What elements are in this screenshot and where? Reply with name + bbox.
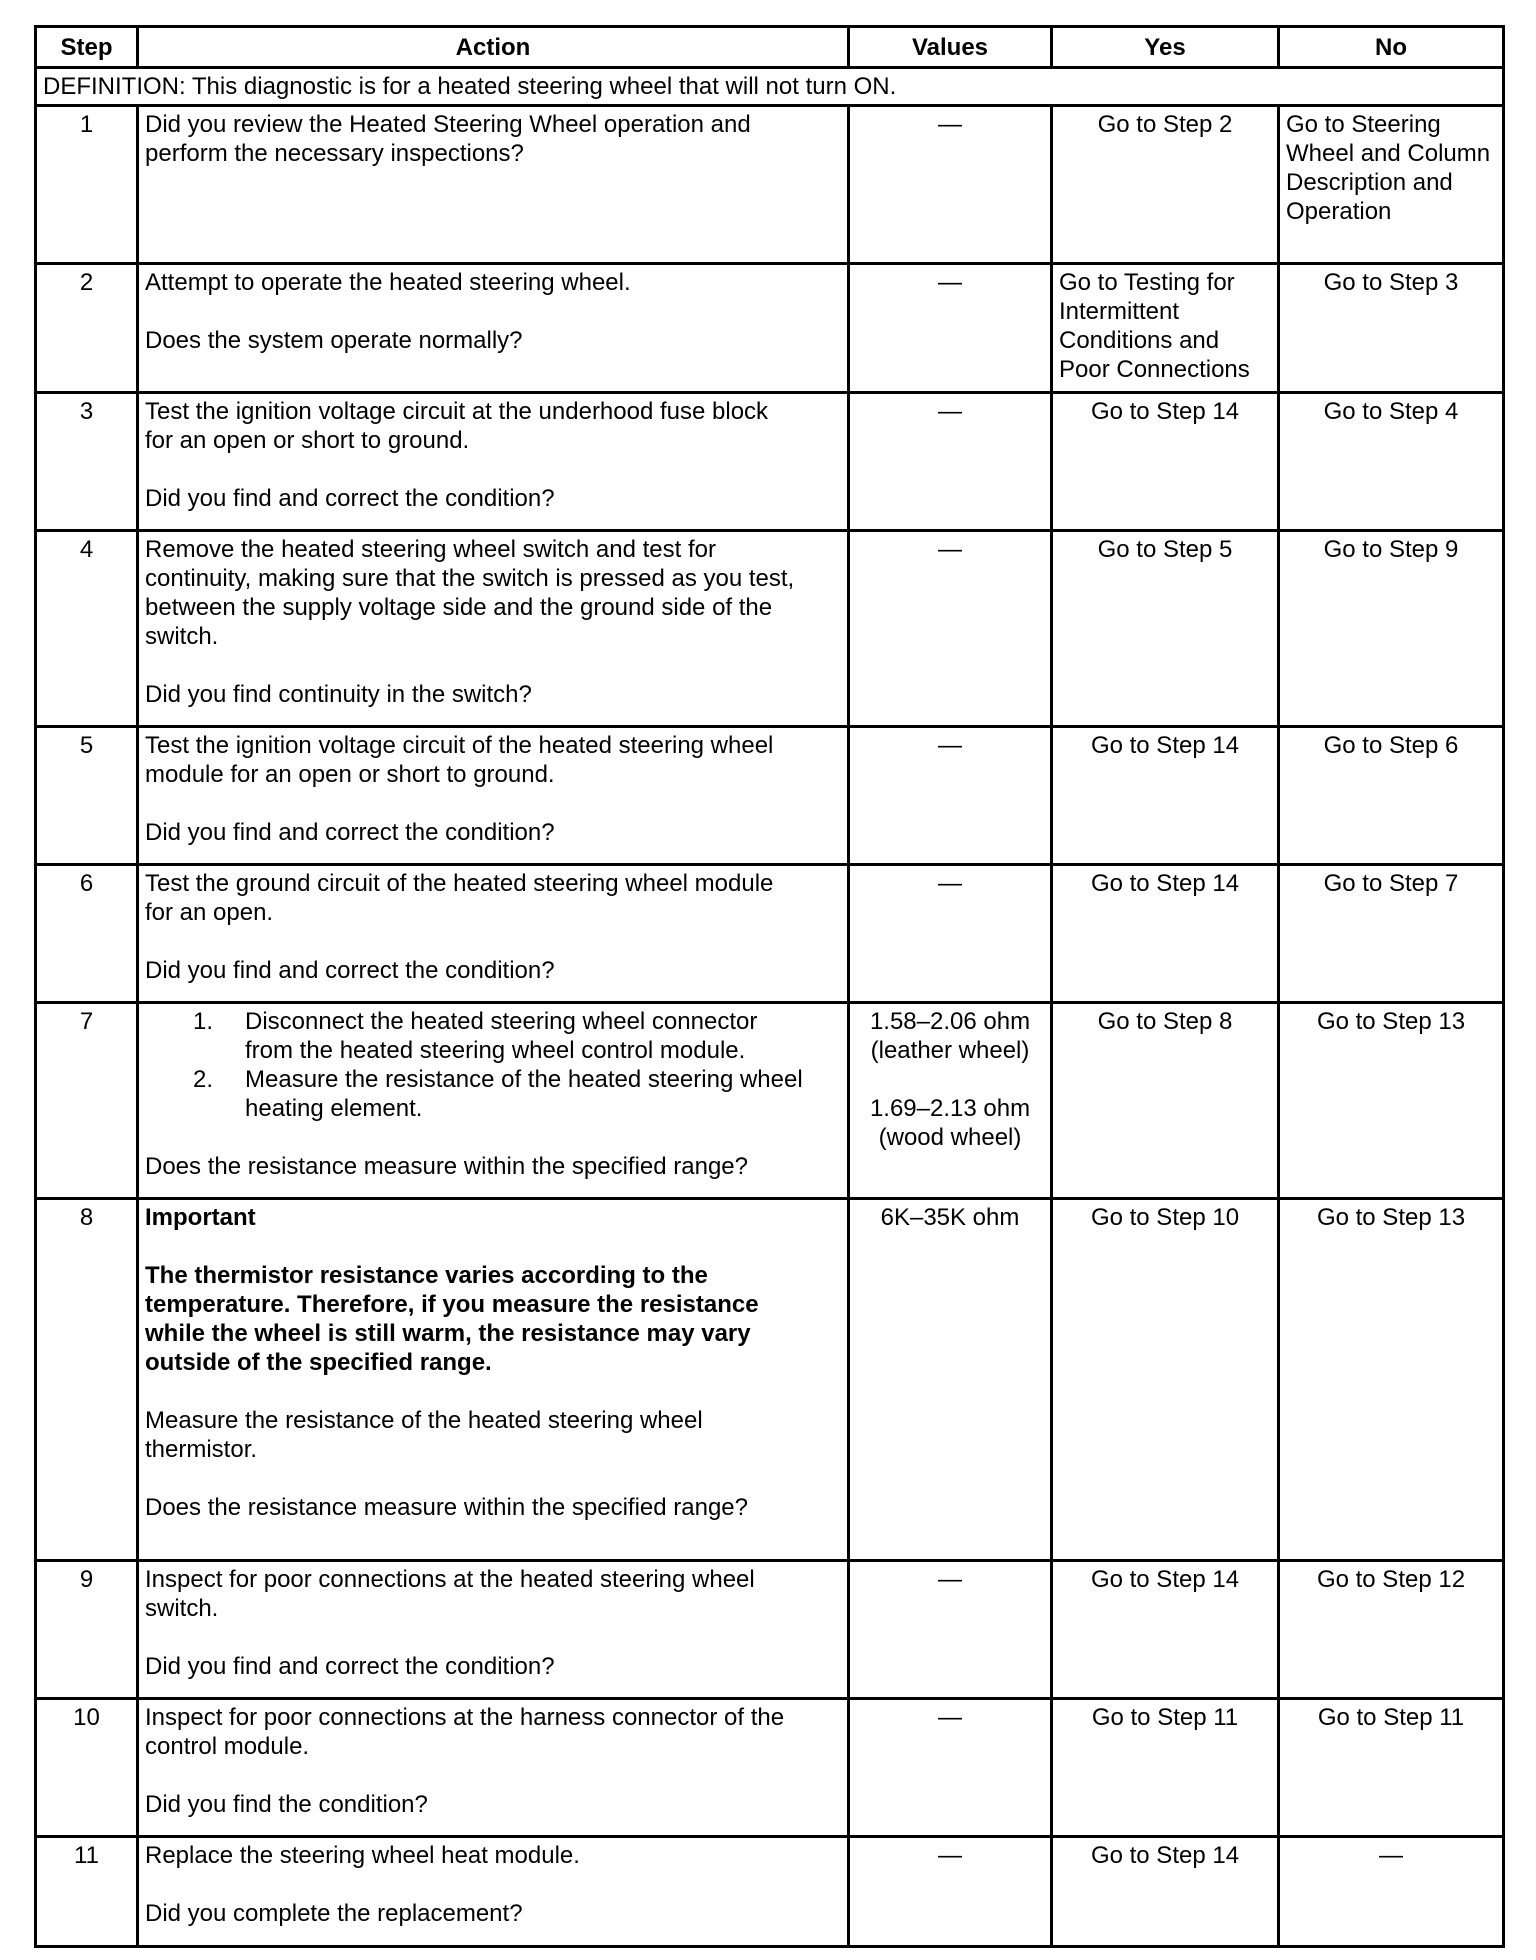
values-cell: — [849,727,1052,865]
definition-row [36,68,1504,106]
header-action: Action [138,27,849,68]
action-line: Attempt to operate the heated steering wheel. [145,269,631,296]
action-cell [138,1199,849,1561]
table-row [36,1837,1504,1947]
table-row [36,727,1504,865]
no-cell: Go to Step 9 [1279,531,1504,727]
important-line: while the wheel is still warm, the resistance may vary [145,1320,751,1347]
important-title: Important [145,1204,256,1231]
table-row [36,264,1504,393]
action-line: Replace the steering wheel heat module. [145,1842,580,1869]
no-cell: Go to Step 13 [1279,1199,1504,1561]
action-cell [138,1561,849,1699]
action-line: Measure the resistance of the heated steering wheel [245,1066,803,1093]
step-number: 7 [36,1003,138,1199]
action-cell [138,727,849,865]
list-number: 1. [193,1008,214,1035]
action-line: thermistor. [145,1436,258,1463]
important-line: outside of the specified range. [145,1349,492,1376]
action-line: Did you review the Heated Steering Wheel operation and [145,111,751,138]
header-no: No [1279,27,1504,68]
table-row [36,1003,1504,1199]
step-number: 9 [36,1561,138,1699]
action-question: Did you find and correct the condition? [145,957,555,984]
values-cell: — [849,531,1052,727]
important-line: temperature. Therefore, if you measure the resistance [145,1291,759,1318]
header-step: Step [36,27,138,68]
values-cell: — [849,1561,1052,1699]
no-cell: Go to Step 3 [1279,264,1504,393]
values-cell: — [849,1699,1052,1837]
list-number: 2. [193,1066,214,1093]
yes-cell: Go to Step 2 [1052,106,1279,264]
values-cell [849,1003,1052,1199]
list-item [193,1065,841,1123]
action-question: Did you find continuity in the switch? [145,681,532,708]
yes-cell: Go to Step 10 [1052,1199,1279,1561]
step-number: 8 [36,1199,138,1561]
table-row [36,1199,1504,1561]
definition-text: DEFINITION: This diagnostic is for a heated steering wheel that will not turn ON. [36,68,1504,106]
header-row [36,27,1504,68]
step-number: 2 [36,264,138,393]
values-cell: — [849,106,1052,264]
action-line: from the heated steering wheel control module. [245,1037,746,1064]
action-line: perform the necessary inspections? [145,140,524,167]
step-number: 3 [36,393,138,531]
value-line: (leather wheel) [870,1037,1030,1064]
table-row [36,1699,1504,1837]
value-line: 1.69–2.13 ohm [869,1095,1031,1122]
no-cell: Go to Step 6 [1279,727,1504,865]
no-cell: Go to Step 4 [1279,393,1504,531]
no-cell: Go to Step 13 [1279,1003,1504,1199]
diagnostic-table [34,25,1505,1948]
no-cell: — [1279,1837,1504,1947]
action-line: Remove the heated steering wheel switch and test for [145,536,716,563]
values-cell: 6K–35K ohm [849,1199,1052,1561]
action-line: Test the ignition voltage circuit at the underhood fuse block [145,398,769,425]
action-cell [138,393,849,531]
action-cell [138,1003,849,1199]
table-row [36,106,1504,264]
action-line: switch. [145,1595,219,1622]
action-line: for an open. [145,899,274,926]
yes-cell: Go to Step 5 [1052,531,1279,727]
action-question: Did you complete the replacement? [145,1900,523,1927]
action-cell [138,531,849,727]
action-line: control module. [145,1733,310,1760]
values-cell: — [849,1837,1052,1947]
action-question: Does the system operate normally? [145,327,523,354]
action-line: Inspect for poor connections at the harness connector of the [145,1704,785,1731]
action-cell [138,1837,849,1947]
action-question: Does the resistance measure within the specified range? [145,1494,748,1521]
action-line: switch. [145,623,219,650]
list-item [193,1007,841,1065]
action-line: for an open or short to ground. [145,427,470,454]
yes-cell: Go to Testing for Intermittent Conditions and Poor Connections [1052,264,1279,393]
action-line: module for an open or short to ground. [145,761,555,788]
table-row [36,531,1504,727]
yes-cell: Go to Step 14 [1052,1837,1279,1947]
action-line: Test the ground circuit of the heated steering wheel module [145,870,774,897]
value-line: 1.58–2.06 ohm [869,1008,1031,1035]
table-row [36,1561,1504,1699]
no-cell: Go to Step 12 [1279,1561,1504,1699]
yes-cell: Go to Step 14 [1052,1561,1279,1699]
procedure-list [145,1007,841,1123]
step-number: 11 [36,1837,138,1947]
action-line: Measure the resistance of the heated steering wheel [145,1407,703,1434]
action-cell [138,1699,849,1837]
action-cell [138,865,849,1003]
yes-cell: Go to Step 11 [1052,1699,1279,1837]
header-values: Values [849,27,1052,68]
yes-cell: Go to Step 14 [1052,865,1279,1003]
action-question: Did you find and correct the condition? [145,819,555,846]
yes-cell: Go to Step 14 [1052,727,1279,865]
action-line: Inspect for poor connections at the heated steering wheel [145,1566,755,1593]
action-line: heating element. [245,1095,423,1122]
values-cell: — [849,393,1052,531]
table-row [36,865,1504,1003]
action-question: Did you find and correct the condition? [145,1653,555,1680]
no-cell: Go to Step 11 [1279,1699,1504,1837]
table-row [36,393,1504,531]
yes-cell: Go to Step 8 [1052,1003,1279,1199]
step-number: 1 [36,106,138,264]
no-cell: Go to Steering Wheel and Column Description and Operation [1279,106,1504,264]
yes-cell: Go to Step 14 [1052,393,1279,531]
step-number: 6 [36,865,138,1003]
action-question: Did you find the condition? [145,1791,428,1818]
header-yes: Yes [1052,27,1279,68]
step-number: 5 [36,727,138,865]
action-question: Did you find and correct the condition? [145,485,555,512]
action-line: Disconnect the heated steering wheel connector [245,1008,758,1035]
values-cell: — [849,264,1052,393]
values-cell: — [849,865,1052,1003]
action-line: Test the ignition voltage circuit of the heated steering wheel [145,732,774,759]
action-cell [138,106,849,264]
no-cell: Go to Step 7 [1279,865,1504,1003]
step-number: 10 [36,1699,138,1837]
value-line: (wood wheel) [878,1124,1022,1151]
action-line: continuity, making sure that the switch is pressed as you test, [145,565,795,592]
action-cell [138,264,849,393]
action-line: between the supply voltage side and the ground side of the [145,594,773,621]
step-number: 4 [36,531,138,727]
important-line: The thermistor resistance varies according to the [145,1262,708,1289]
action-question: Does the resistance measure within the specified range? [145,1153,748,1180]
